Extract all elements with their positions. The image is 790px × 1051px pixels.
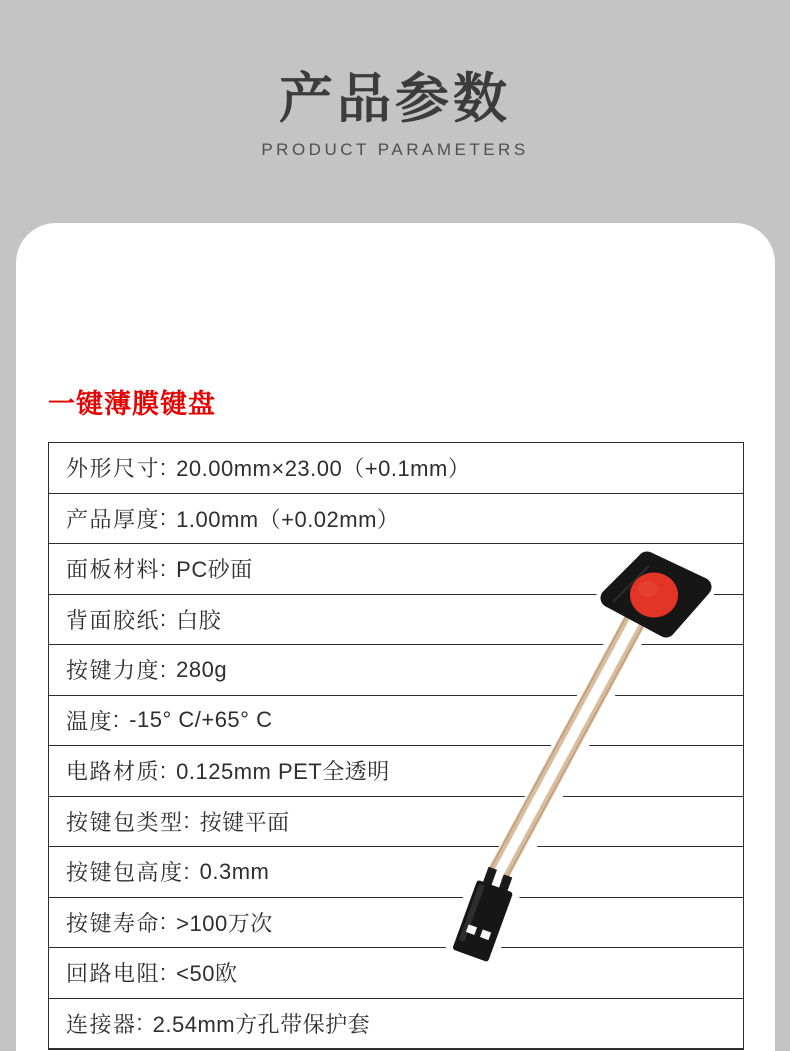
spec-value: 白胶 xyxy=(176,607,222,633)
spec-value: >100万次 xyxy=(176,910,273,936)
spec-label: 背面胶纸 xyxy=(66,607,161,633)
spec-label: 回路电阻 xyxy=(66,961,161,987)
spec-card xyxy=(16,223,775,1051)
header xyxy=(0,0,790,223)
product-name-heading: 一键薄膜键盘 xyxy=(48,389,216,419)
spec-label: 按键力度 xyxy=(66,658,161,684)
spec-colon: : xyxy=(136,1010,143,1036)
page-subtitle: PRODUCT PARAMETERS xyxy=(261,140,529,160)
spec-row-temperature xyxy=(49,696,743,747)
spec-label: 连接器 xyxy=(66,1011,137,1037)
spec-colon: : xyxy=(160,454,167,480)
spec-colon: : xyxy=(160,555,167,581)
spec-row-panel-material xyxy=(49,544,743,595)
spec-row-outer-size xyxy=(49,443,743,494)
spec-row-key-type xyxy=(49,797,743,848)
spec-label: 外形尺寸 xyxy=(66,456,161,482)
spec-row-loop-resistance xyxy=(49,948,743,999)
spec-colon: : xyxy=(160,959,167,985)
spec-label: 电路材质 xyxy=(66,759,161,785)
spec-colon: : xyxy=(160,757,167,783)
spec-label: 产品厚度 xyxy=(66,506,161,532)
spec-value: 0.125mm PET全透明 xyxy=(176,759,390,785)
spec-label: 按键包高度 xyxy=(66,860,184,886)
spec-value: 20.00mm×23.00（+0.1mm） xyxy=(176,456,471,482)
spec-table xyxy=(48,442,744,1050)
spec-row-circuit-material xyxy=(49,746,743,797)
spec-value: 0.3mm xyxy=(199,858,270,884)
spec-label: 按键包类型 xyxy=(66,809,184,835)
spec-row-connector xyxy=(49,999,743,1050)
spec-value: 280g xyxy=(176,656,228,682)
spec-colon: : xyxy=(183,808,190,834)
spec-row-key-lifespan xyxy=(49,898,743,949)
spec-value: 1.00mm（+0.02mm） xyxy=(176,506,400,532)
spec-label: 温度 xyxy=(66,708,114,734)
spec-value: 2.54mm方孔带保护套 xyxy=(152,1011,371,1037)
page-title: 产品参数 xyxy=(279,69,511,129)
spec-row-thickness xyxy=(49,494,743,545)
spec-colon: : xyxy=(160,606,167,632)
spec-value: -15° C/+65° C xyxy=(129,707,273,733)
spec-colon: : xyxy=(160,656,167,682)
spec-value: PC砂面 xyxy=(176,557,253,583)
spec-value: <50欧 xyxy=(176,961,238,987)
spec-colon: : xyxy=(160,505,167,531)
spec-colon: : xyxy=(183,858,190,884)
spec-label: 面板材料 xyxy=(66,557,161,583)
spec-colon: : xyxy=(160,909,167,935)
spec-row-back-adhesive xyxy=(49,595,743,646)
spec-row-key-force xyxy=(49,645,743,696)
spec-colon: : xyxy=(113,707,120,733)
spec-label: 按键寿命 xyxy=(66,910,161,936)
spec-value: 按键平面 xyxy=(199,809,290,835)
spec-row-key-height xyxy=(49,847,743,898)
